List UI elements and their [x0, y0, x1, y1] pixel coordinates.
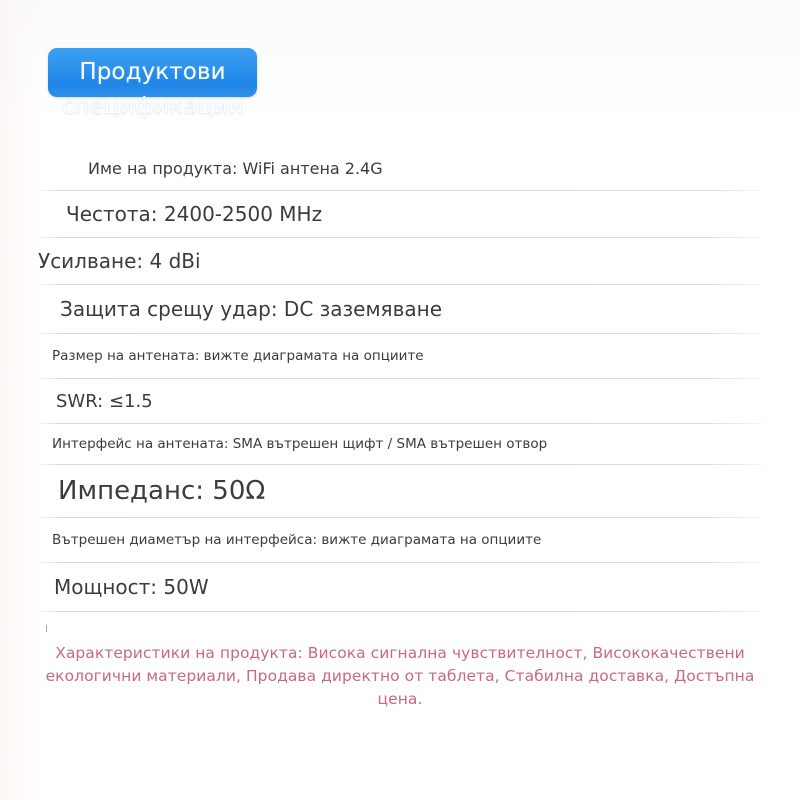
- spec-row-text: Честота: 2400-2500 MHz: [66, 202, 323, 226]
- page-title-badge: [48, 48, 257, 119]
- spec-row-surge-protection: [0, 285, 800, 333]
- spec-row-text: Усилване: 4 dBi: [38, 249, 201, 273]
- page-header: [0, 0, 800, 130]
- spec-row-gain: [0, 238, 800, 284]
- spec-row-swr: [0, 379, 800, 423]
- spec-row-text: Мощност: 50W: [54, 575, 209, 599]
- page-title-line-2: спецификации: [61, 93, 244, 119]
- spec-row-text: Защита срещу удар: DC заземяване: [60, 297, 443, 321]
- spec-row-text: Вътрешен диаметър на интерфейса: вижте диаграмата на опциите: [52, 532, 542, 548]
- product-features-note: Характеристики на продукта: Висока сигнална чувствителност, Висококачествени екологични материали, Продава директно от таблета, Стабилна доставка, Достъпна цена.: [45, 644, 755, 708]
- spec-row-product-name: [0, 146, 800, 190]
- spec-row-text: Размер на антената: вижте диаграмата на опциите: [52, 348, 424, 364]
- spec-row-text: Име на продукта: WiFi антена 2.4G: [88, 158, 383, 178]
- spec-row-frequency: [0, 191, 800, 237]
- spec-row-text: Импеданс: 50Ω: [58, 476, 266, 506]
- spec-row-interface-inner-diameter: [0, 518, 800, 562]
- spec-row-text: Интерфейс на антената: SMA вътрешен щифт / SMA вътрешен отвор: [52, 436, 548, 452]
- spec-row-power: [0, 563, 800, 611]
- spec-row-antenna-size: [0, 334, 800, 378]
- specification-list: [0, 146, 800, 612]
- spec-row-antenna-interface: [0, 424, 800, 464]
- page-title-line-1: Продуктови: [79, 59, 226, 85]
- spec-divider: [38, 611, 762, 612]
- spec-row-text: SWR: ≤1.5: [56, 390, 153, 412]
- page-title: [48, 55, 257, 123]
- footer-tick-mark: [46, 625, 47, 632]
- spec-row-impedance: [0, 465, 800, 517]
